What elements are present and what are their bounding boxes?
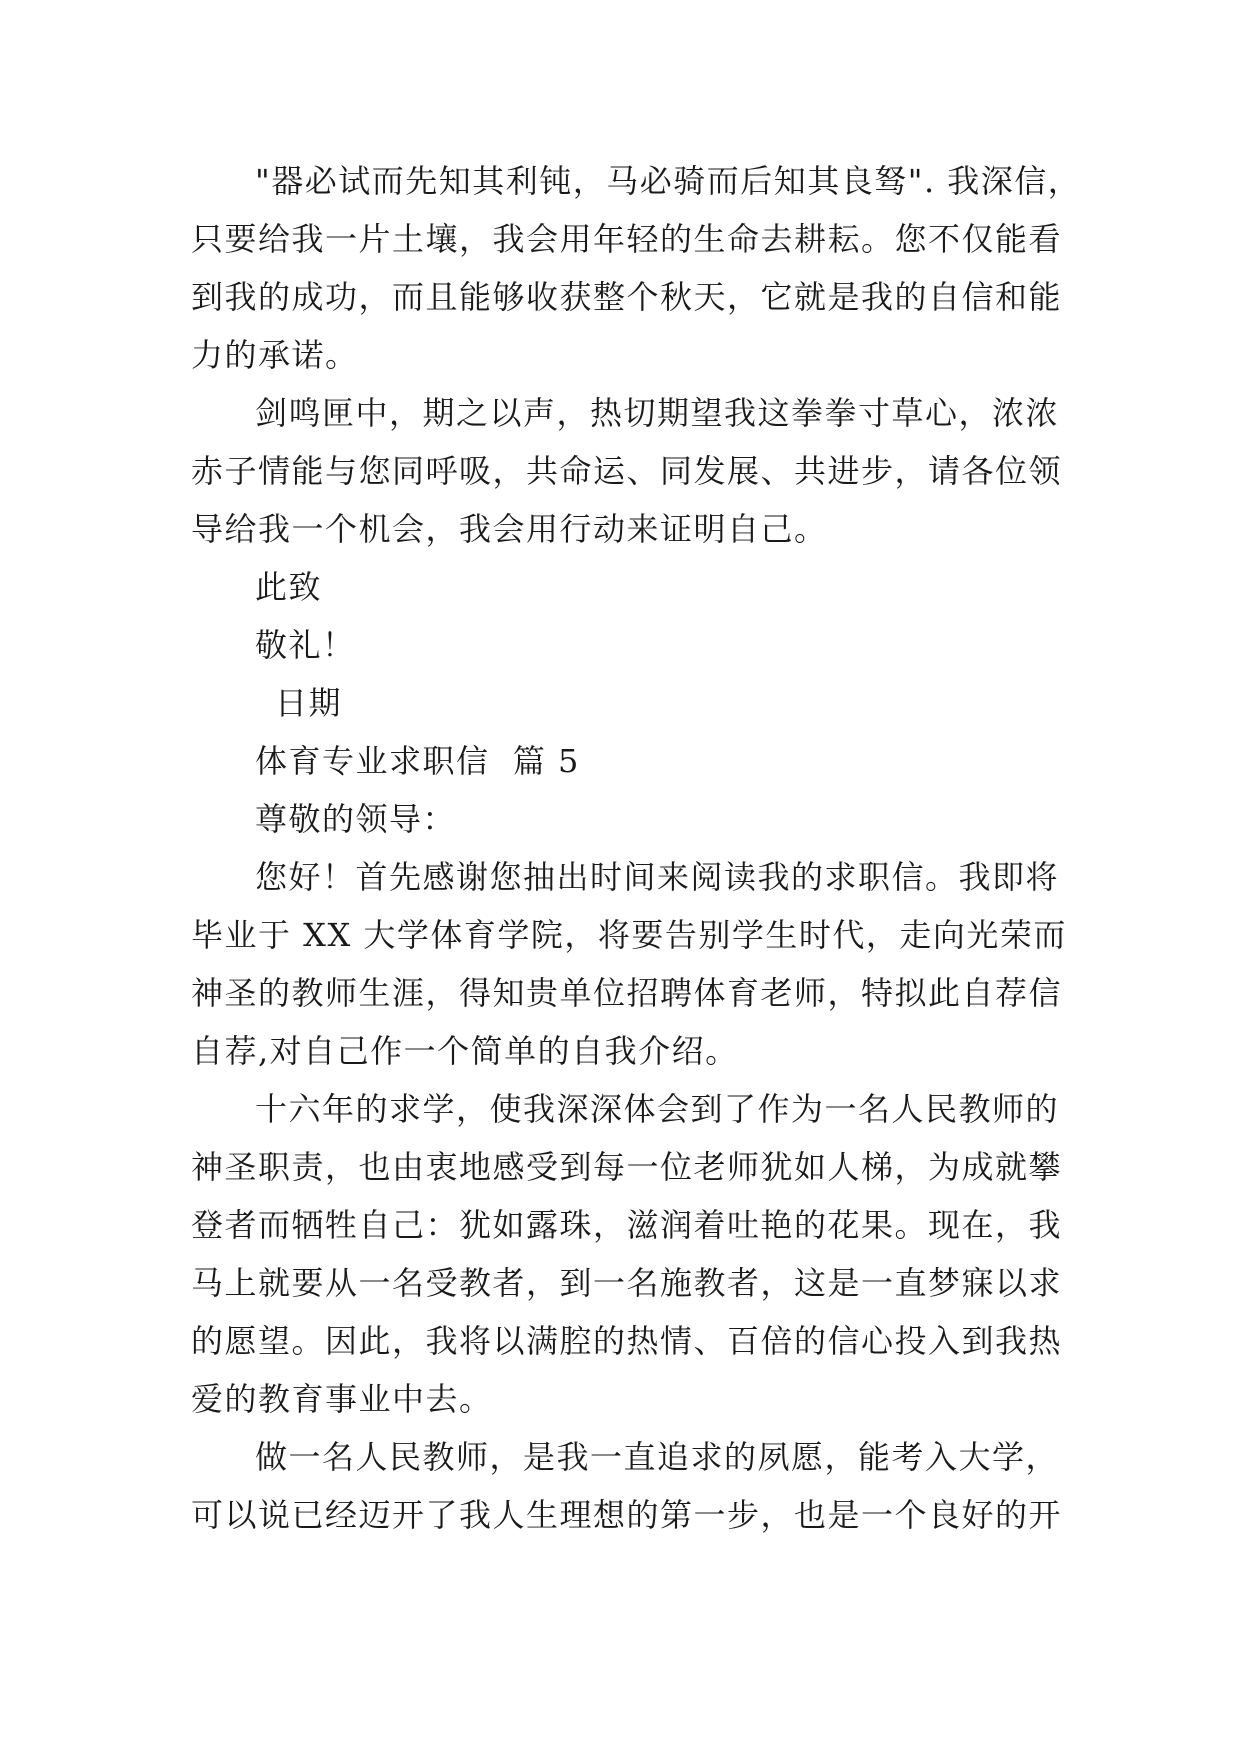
paragraph-line: 马上就要从一名受教者，到一名施教者，这是一直梦寐以求 [191, 1264, 1063, 1302]
paragraph-line: 只要给我一片土壤，我会用年轻的生命去耕耘。您不仅能看 [191, 220, 1063, 258]
paragraph-line: 登者而牺牲自己：犹如露珠，滋润着吐艳的花果。现在，我 [191, 1206, 1063, 1244]
letter-greeting: 尊敬的领导： [255, 800, 457, 838]
paragraph-line: 到我的成功，而且能够收获整个秋天，它就是我的自信和能 [191, 278, 1063, 316]
paragraph-line: 神圣的教师生涯，得知贵单位招聘体育老师，特拟此自荐信 [191, 974, 1063, 1012]
paragraph-line: 赤子情能与您同呼吸，共命运、同发展、共进步，请各位领 [191, 452, 1063, 490]
paragraph-line: 的愿望。因此，我将以满腔的热情、百倍的信心投入到我热 [191, 1322, 1063, 1360]
section-heading: 体育专业求职信 篇 5 [255, 742, 580, 780]
paragraph-line: 毕业于 XX 大学体育学院，将要告别学生时代，走向光荣而 [191, 916, 1067, 954]
paragraph-line: 您好！首先感谢您抽出时间来阅读我的求职信。我即将 [255, 858, 1060, 896]
paragraph-line: 自荐,对自己作一个简单的自我介绍。 [191, 1032, 739, 1070]
closing-regards: 敬礼！ [255, 626, 356, 664]
paragraph-line: 力的承诺。 [191, 336, 359, 374]
paragraph-line: 做一名人民教师，是我一直追求的夙愿，能考入大学， [255, 1438, 1060, 1476]
paragraph-line: "器必试而先知其利钝，马必骑而后知其良驽". 我深信， [255, 162, 1082, 200]
paragraph-line: 神圣职责，也由衷地感受到每一位老师犹如人梯，为成就攀 [191, 1148, 1063, 1186]
paragraph-line: 可以说已经迈开了我人生理想的第一步，也是一个良好的开 [191, 1496, 1063, 1534]
paragraph-line: 爱的教育事业中去。 [191, 1380, 493, 1418]
paragraph-line: 剑鸣匣中，期之以声，热切期望我这拳拳寸草心，浓浓 [255, 394, 1060, 432]
closing-salutation: 此致 [255, 568, 323, 606]
date-label: 日期 [275, 684, 343, 722]
paragraph-line: 导给我一个机会，我会用行动来证明自己。 [191, 510, 828, 548]
paragraph-line: 十六年的求学，使我深深体会到了作为一名人民教师的 [255, 1090, 1060, 1128]
